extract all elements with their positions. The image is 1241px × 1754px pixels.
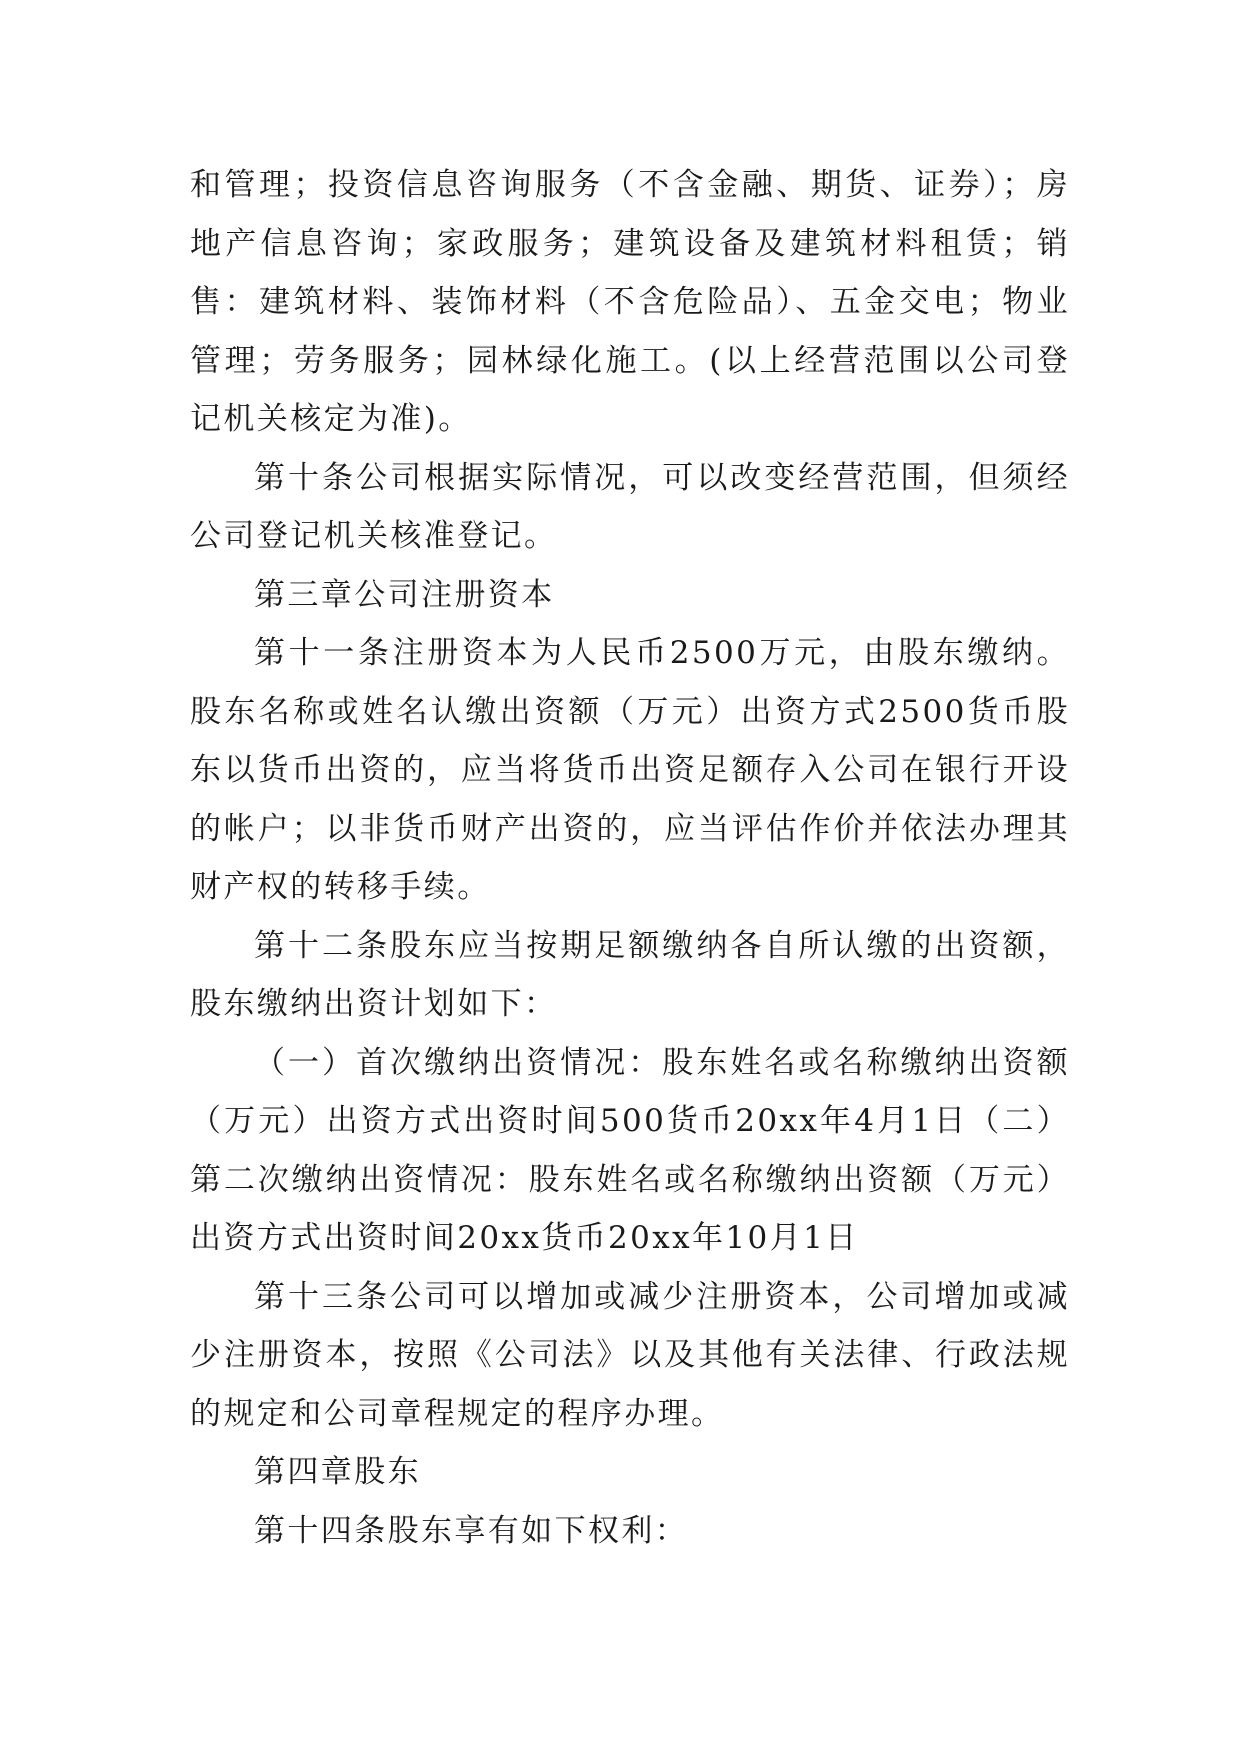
document-body <box>190 156 1070 1560</box>
paragraph-article-12: 第十二条股东应当按期足额缴纳各自所认缴的出资额，股东缴纳出资计划如下： <box>190 927 1070 1022</box>
paragraph-business-scope: 和管理；投资信息咨询服务（不含金融、期货、证券）；房地产信息咨询；家政服务；建筑设备及建筑材料租赁；销售：建筑材料、装饰材料（不含危险品）、五金交电；物业管理；劳务服务；园林绿化施工。(以上经营范围以公司登记机关核定为准)。 <box>190 167 1070 437</box>
chapter-heading-4: 第四章股东 <box>254 1454 421 1490</box>
paragraph-contribution-plan: （一）首次缴纳出资情况：股东姓名或名称缴纳出资额（万元）出资方式出资时间500货币20xx年4月1日（二）第二次缴纳出资情况：股东姓名或名称缴纳出资额（万元）出资方式出资时间20xx货币20xx年10月1日 <box>190 1044 1070 1256</box>
paragraph-article-14: 第十四条股东享有如下权利： <box>254 1512 689 1549</box>
paragraph-article-13: 第十三条公司可以增加或减少注册资本，公司增加或减少注册资本，按照《公司法》以及其他有关法律、行政法规的规定和公司章程规定的程序办理。 <box>190 1278 1070 1432</box>
paragraph-article-11: 第十一条注册资本为人民币2500万元，由股东缴纳。股东名称或姓名认缴出资额（万元）出资方式2500货币股东以货币出资的，应当将货币出资足额存入公司在银行开设的帐户；以非货币财产出资的，应当评估作价并依法办理其财产权的转移手续。 <box>190 635 1070 905</box>
paragraph-article-10: 第十条公司根据实际情况，可以改变经营范围，但须经公司登记机关核准登记。 <box>190 459 1070 554</box>
chapter-heading-3: 第三章公司注册资本 <box>254 576 555 613</box>
